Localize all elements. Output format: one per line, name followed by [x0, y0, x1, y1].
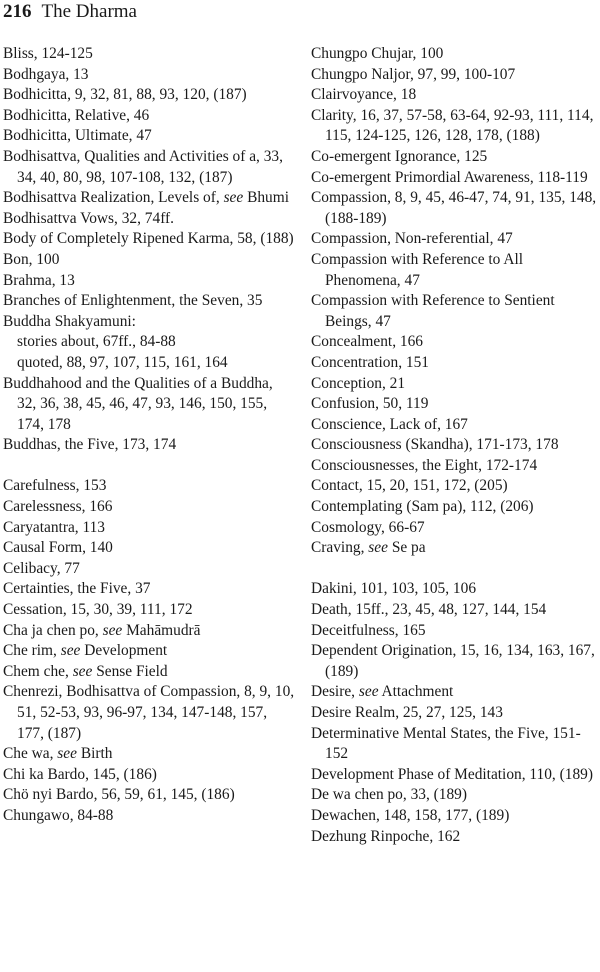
index-entry: [3, 765, 295, 786]
see-reference: see: [368, 539, 388, 557]
entry-text: Contemplating (Sam pa), 112, (206): [311, 498, 534, 516]
entry-text: Desire Realm, 25, 27, 125, 143: [311, 704, 503, 721]
entry-text: Buddhahood and the Qualities of a Buddha, 32, 36, 38, 45, 46, 47, 93, 146, 150, 155, 174, 178: [3, 374, 273, 433]
index-entry: [311, 600, 600, 621]
index-entry: [311, 785, 600, 806]
section-gap: [3, 456, 295, 477]
index-entry: [3, 497, 295, 518]
entry-text: Dewachen, 148, 158, 177, (189): [311, 806, 510, 824]
entry-text: Dezhung Rinpoche, 162: [311, 827, 461, 845]
index-entry: [3, 85, 295, 106]
entry-text: Brahma, 13: [3, 271, 75, 289]
index-entry: [311, 394, 600, 415]
index-entry: [311, 168, 600, 189]
index-column-right: [311, 44, 600, 847]
entry-text: Contact, 15, 20, 151, 172, (205): [311, 477, 508, 495]
entry-text: Body of Completely Ripened Karma, 58, (188): [3, 230, 294, 248]
entry-text: quoted, 88, 97, 107, 115, 161, 164: [17, 353, 228, 371]
entry-text: Development Phase of Meditation, 110, (189): [311, 765, 593, 783]
entry-text: Chenrezi, Bodhisattva of Compassion, 8, 9, 10, 51, 52-53, 93, 96-97, 134, 147-148, 157, 177, (187): [3, 683, 295, 742]
index-entry: [3, 106, 295, 127]
entry-text: Chö nyi Bardo, 56, 59, 61, 145, (186): [3, 786, 235, 804]
index-entry: [3, 126, 295, 147]
index-entry: [311, 703, 600, 724]
entry-text: Craving,: [311, 539, 365, 557]
entry-text: Dakini, 101, 103, 105, 106: [311, 580, 477, 598]
index-entry: [311, 765, 600, 786]
index-entry: [311, 497, 600, 518]
index-entry: [3, 600, 295, 621]
see-reference: see: [223, 189, 244, 207]
entry-text: Bodhicitta, Relative, 46: [3, 106, 150, 124]
index-entry: [3, 291, 295, 312]
index-entry: [311, 827, 600, 848]
index-entry: [311, 229, 600, 250]
entry-text: Bodhisattva Vows, 32, 74ff.: [3, 209, 175, 227]
index-entry: [3, 785, 295, 806]
index-entry: [311, 44, 600, 65]
entry-text: Che rim,: [3, 642, 57, 660]
index-entry: [311, 332, 600, 353]
entry-text: Conscience, Lack of, 167: [311, 415, 468, 433]
index-entry: [311, 147, 600, 168]
index-entry: [311, 188, 600, 229]
entry-text: Consciousnesses, the Eight, 172-174: [311, 456, 538, 474]
entry-text: Chungpo Chujar, 100: [311, 45, 444, 62]
entry-text: Carelessness, 166: [3, 498, 113, 516]
index-entry: [3, 744, 295, 765]
running-header: [3, 0, 137, 24]
entry-text: Certainties, the Five, 37: [3, 580, 151, 598]
entry-text: Bodhicitta, 9, 32, 81, 88, 93, 120, (187): [3, 86, 247, 104]
index-entry: [3, 806, 295, 827]
entry-text: Buddhas, the Five, 173, 174: [3, 436, 177, 454]
see-target: Se pa: [391, 539, 426, 557]
entry-text: Determinative Mental States, the Five, 151-152: [311, 724, 581, 763]
index-entry: [311, 724, 600, 765]
see-reference: see: [57, 745, 77, 763]
entry-text: Bodhicitta, Ultimate, 47: [3, 127, 152, 145]
see-reference: see: [60, 642, 81, 660]
index-entry: [3, 641, 295, 662]
entry-text: stories about, 67ff., 84-88: [17, 333, 176, 351]
entry-text: Bodhisattva Realization, Levels of,: [3, 189, 220, 207]
entry-text: Cessation, 15, 30, 39, 111, 172: [3, 601, 193, 619]
index-subentry: [3, 332, 295, 353]
entry-text: Compassion with Reference to All Phenomena, 47: [311, 250, 524, 289]
entry-text: Bliss, 124-125: [3, 45, 93, 62]
entry-text: Compassion with Reference to Sentient Beings, 47: [311, 292, 555, 330]
see-target: Development: [84, 642, 168, 660]
entry-text: Che wa,: [3, 745, 54, 763]
index-entry: [311, 415, 600, 436]
index-entry: [311, 579, 600, 600]
index-entry: [3, 44, 295, 65]
entry-text: Conception, 21: [311, 374, 406, 392]
entry-text: Clairvoyance, 18: [311, 86, 417, 104]
entry-text: Caryatantra, 113: [3, 518, 105, 536]
entry-text: Concealment, 166: [311, 333, 423, 351]
entry-text: Consciousness (Skandha), 171-173, 178: [311, 436, 559, 454]
index-entry: [311, 353, 600, 374]
index-column-left: [3, 44, 295, 827]
running-title: The Dharma: [41, 1, 137, 22]
entry-text: Clarity, 16, 37, 57-58, 63-64, 92-93, 111, 114, 115, 124-125, 126, 128, 178, (188): [311, 106, 594, 145]
see-target: Bhumi: [247, 189, 289, 207]
index-entry: [311, 456, 600, 477]
entry-text: Deceitfulness, 165: [311, 621, 426, 639]
index-entry: [3, 579, 295, 600]
index-entry: [311, 106, 600, 147]
see-target: Attachment: [381, 683, 454, 701]
index-entry: [3, 229, 295, 250]
entry-text: Cha ja chen po,: [3, 621, 99, 639]
index-entry: [311, 806, 600, 827]
index-entry: [3, 209, 295, 230]
entry-text: Causal Form, 140: [3, 539, 113, 557]
page-number: 216: [3, 1, 32, 22]
section-gap: [311, 559, 600, 580]
index-entry: [311, 65, 600, 86]
index-entry: [3, 250, 295, 271]
index-entry: [3, 271, 295, 292]
index-entry: [311, 435, 600, 456]
index-entry: [311, 621, 600, 642]
index-entry: [3, 147, 295, 188]
entry-text: Co-emergent Ignorance, 125: [311, 147, 488, 165]
see-reference: see: [358, 683, 379, 701]
entry-text: Bodhisattva, Qualities and Activities of a, 33, 34, 40, 80, 98, 107-108, 132, (187): [3, 147, 283, 186]
entry-text: Compassion, Non-referential, 47: [311, 230, 513, 248]
entry-text: Chem che,: [3, 662, 69, 680]
index-entry: [3, 65, 295, 86]
index-entry: [311, 476, 600, 497]
index-entry: [311, 374, 600, 395]
index-entry: [311, 682, 600, 703]
see-target: Birth: [80, 745, 113, 763]
index-entry: [3, 538, 295, 559]
entry-text: Branches of Enlightenment, the Seven, 35: [3, 292, 263, 310]
index-entry: [3, 188, 295, 209]
index-entry: [3, 435, 295, 456]
see-target: Sense Field: [96, 662, 168, 680]
entry-text: Concentration, 151: [311, 353, 429, 371]
index-entry: [3, 374, 295, 436]
index-entry: [311, 250, 600, 291]
index-entry: [3, 662, 295, 683]
entry-text: Dependent Origination, 15, 16, 134, 163, 167, (189): [311, 642, 595, 680]
entry-text: Chungawo, 84-88: [3, 806, 114, 824]
index-entry: [311, 538, 600, 559]
index-entry: [3, 518, 295, 539]
index-entry: [311, 518, 600, 539]
index-entry: [3, 682, 295, 744]
index-entry: [311, 641, 600, 682]
see-reference: see: [72, 662, 93, 680]
entry-text: Co-emergent Primordial Awareness, 118-119: [311, 168, 588, 186]
index-entry: [3, 559, 295, 580]
entry-text: Desire,: [311, 683, 356, 701]
entry-text: De wa chen po, 33, (189): [311, 786, 467, 804]
see-target: Mahāmudrā: [126, 621, 201, 639]
entry-text: Death, 15ff., 23, 45, 48, 127, 144, 154: [311, 601, 547, 619]
entry-text: Buddha Shakyamuni:: [3, 312, 136, 330]
entry-text: Chi ka Bardo, 145, (186): [3, 765, 157, 783]
entry-text: Cosmology, 66-67: [311, 518, 425, 536]
index-entry: [311, 291, 600, 332]
index-entry: [3, 476, 295, 497]
index-subentry: [3, 353, 295, 374]
entry-text: Compassion, 8, 9, 45, 46-47, 74, 91, 135, 148, (188-189): [311, 189, 597, 227]
entry-text: Celibacy, 77: [3, 559, 80, 577]
entry-text: Bon, 100: [3, 250, 60, 268]
entry-text: Confusion, 50, 119: [311, 395, 429, 413]
entry-text: Chungpo Naljor, 97, 99, 100-107: [311, 65, 516, 83]
index-entry: [311, 85, 600, 106]
index-entry: [3, 312, 295, 333]
entry-text: Carefulness, 153: [3, 477, 107, 495]
index-entry: [3, 621, 295, 642]
see-reference: see: [102, 621, 123, 639]
entry-text: Bodhgaya, 13: [3, 65, 89, 83]
